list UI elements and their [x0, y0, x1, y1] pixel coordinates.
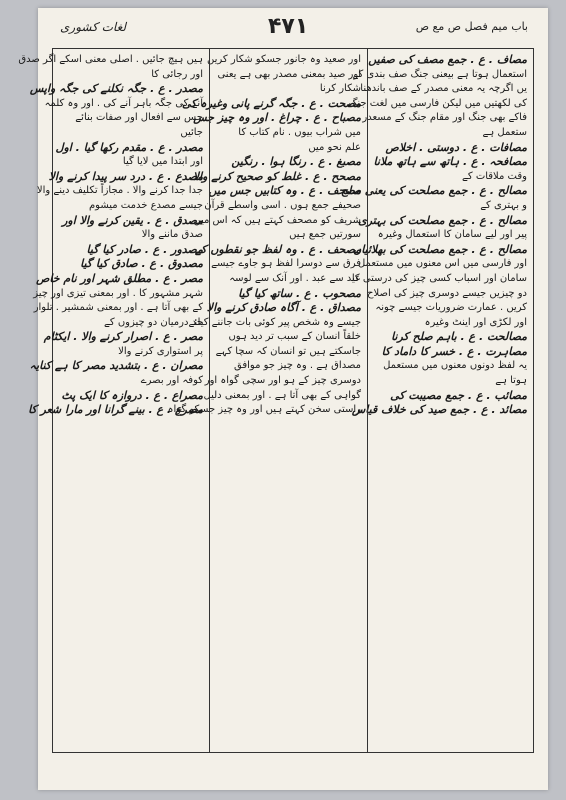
- text-line: فرق سے دوسرا لفظ ہو جاوے جیسے: [211, 258, 361, 270]
- text-line: جیسے وہ شخص پیر کوئی بات جاننے کیلئے: [188, 316, 361, 328]
- text-line: خلقاً انسان کے سبب تر دید ہوں: [228, 331, 361, 343]
- text-line: مصداق ہے . وہ چیز جو موافق: [234, 360, 361, 372]
- text-line: اور صعید وہ جانور جسکو شکار کریں: [206, 54, 361, 65]
- text-line: یں اگرچہ یہ معنی مصدر کے صف باندھنا: [360, 83, 527, 95]
- text-line: جیسے مصدع خدمت میشوم: [88, 199, 203, 211]
- text-line: جاسکتے ہیں تو انسان کہ سچا کہے: [215, 345, 361, 357]
- page-number: ۴۷۱: [268, 14, 309, 39]
- text-frame: [18, 48, 534, 753]
- text-line: مصالح . ع . جمع مصلحت کی بھلائیاں: [353, 242, 527, 256]
- text-line: ستعمل ہے: [482, 126, 527, 138]
- page-footer: [38, 758, 548, 788]
- text-line: دوسری چیز کے ہو اور سچی گواہ اور: [204, 375, 361, 387]
- text-line: عید سے عبد . اور آنک سے لوسہ: [229, 272, 361, 284]
- text-line: اور لکڑی اور اینٹ وغیرہ: [424, 316, 527, 328]
- text-line: سورتیں جمع ہیں: [289, 229, 361, 241]
- text-line: مصدوق . ع . صادق کیا گیا: [80, 257, 203, 271]
- text-line: میں شراب بیوں . نام کتاب کا: [238, 126, 361, 138]
- text-line: مصالح . ع . جمع مصلحت کی یعنی صلح: [340, 184, 527, 198]
- text-line: مصاف . ع . جمع مصف کی صفیں: [368, 53, 527, 66]
- text-line: مصدع . ع . درد سر پیدا کرنے والا: [48, 169, 203, 183]
- text-line: مصدور . ع . صادر کیا گیا: [86, 242, 203, 256]
- text-line: فاکے بھی جنگ اور مقام جنگ کے مسعدر: [362, 112, 527, 124]
- text-line: مصحف . ع . وہ کتابیں جس میں: [208, 184, 361, 198]
- text-line: مصحت . ع . جگہ گرنے پانی وغیرہ کی: [182, 96, 361, 110]
- text-line: مصحف . ع . وہ لفظ جو نقطوں کے: [194, 242, 361, 256]
- text-line: مصرع . ع . بینے گرانا اور مارا شعر کا: [28, 403, 203, 417]
- text-line: کریں . عمارت ضروریات جیسے چونہ: [375, 302, 527, 314]
- text-line: مصالحت . ع . باہم صلح کرنا: [391, 330, 527, 344]
- page-header: [38, 8, 548, 48]
- text-line: وقت ملاقات کے: [462, 170, 527, 182]
- text-line: ہوتا ہے: [495, 375, 527, 387]
- text-line: مصدر . ع . مقدم رکھا گیا . اول: [55, 140, 203, 154]
- text-line: جائیں: [180, 126, 203, 138]
- text-line: آنے کی جگہ باہر آنے کی . اور وہ کلمہ: [44, 97, 203, 109]
- text-line: مصر . ع . مطلق شہر اور نام خاص: [36, 271, 203, 285]
- text-line: پیر اور لیے سامان کا استعمال وغیرہ: [377, 229, 527, 241]
- text-line: کی لکھتیں میں لیکن فارسی میں لغت جنگ: [348, 97, 527, 109]
- text-line: مصافات . ع . دوستی . اخلاص: [385, 140, 527, 154]
- text-line: کوفہ اور بصرے: [140, 375, 203, 387]
- text-line: مصباح . ع . چراغ . اور وہ چیز جس: [193, 111, 361, 125]
- text-line: اور صید بمعنی مصدر بھی ہے یعنی: [217, 68, 361, 80]
- text-line: مصائب . ع . جمع مصیبت کی: [390, 388, 527, 402]
- text-line: راستی سخن کہتے ہیں اور وہ چیز جسکو گواہ: [167, 404, 361, 416]
- text-line: مصافحہ . ع . ہاتھ سے ہاتھ ملانا: [373, 155, 527, 169]
- running-title-left: لغات کشوری: [60, 20, 127, 34]
- text-line: مصالح . ع . جمع مصلحت کی بہتری: [358, 213, 527, 227]
- text-line: شہر مشہور کا . اور بمعنی تیزی اور چیز: [33, 287, 203, 299]
- text-line: مصراع . ع . دروازہ کا ایک پٹ: [61, 388, 203, 402]
- text-line: اور ابتدا میں لایا گیا: [122, 156, 203, 168]
- text-line: یہ لفظ دونوں معنوں میں مستعمل: [383, 360, 527, 372]
- text-line: حد درمیان دو چیزوں کے: [104, 316, 203, 328]
- text-line: اور رجائی کا: [151, 68, 203, 80]
- text-line: مصدر . ع . جگہ نکلنے کی جگہ واپس: [29, 82, 203, 96]
- text-line: مصحوب . ع . ساتھ کیا گیا: [238, 286, 361, 300]
- column-left: [18, 49, 210, 752]
- text-line: علم نحو میں: [308, 141, 361, 153]
- text-line: مصحح . ع . غلط کو صحیح کرنے والا: [192, 169, 361, 183]
- text-line: گواہی کے بھی آتا ہے . اور بمعنی دلیل: [203, 389, 361, 401]
- text-line: مصائد . ع . جمع صید کی خلاف قیاس: [351, 403, 527, 417]
- text-line: مصاہرت . ع . خسر کا داماد کا: [381, 344, 527, 358]
- text-line: و بہتری کے: [480, 199, 527, 211]
- text-line: شریف کو مصحف کہتے ہیں کہ اس میں: [193, 214, 361, 226]
- text-line: کے بھی آتا ہے . اور بمعنی شمشیر . تلوار: [33, 302, 203, 314]
- text-line: شکار کرنا: [319, 83, 361, 95]
- text-line: پر استواری کرنے والا: [118, 345, 203, 357]
- text-line: اور فارسی میں اس معنوں میں مستعمل: [357, 258, 527, 270]
- text-line: استعمال ہوتا ہے بیعنی جنگ صف بندی کے: [352, 68, 527, 80]
- text-line: ہیں ہیچ جائیں . اصلی معنی اسکے اگر صدق: [18, 54, 203, 65]
- text-line: مصر . ع . اصرار کرنے والا . ایکٹام: [43, 330, 203, 344]
- running-title-right: باب میم فصل ص مع ص: [415, 20, 528, 33]
- text-line: جس سے افعال اور صفات بنائے: [75, 112, 203, 124]
- text-line: جدا جدا کرنے والا . مجازاً تکلیف دینے والا: [36, 185, 203, 197]
- text-line: صدق ماننے والا: [141, 229, 203, 241]
- text-line: مصران . ع . بتشدید مصر کا ہے کنایہ: [29, 359, 203, 373]
- text-line: سامان اور اسباب کسی چیز کی درستی کا: [351, 272, 527, 284]
- text-line: صحیفے جمع ہوں . اسی واسطے قرآن: [204, 199, 361, 211]
- text-line: مصداق . ع . آگاہ صادق کرنے والا: [206, 301, 361, 315]
- text-line: مصدق . ع . یقین کرنے والا اور: [62, 213, 203, 227]
- text-line: دو چیزیں جیسے دوسری چیز کی اصلاح: [367, 287, 527, 299]
- book-page: [18, 8, 548, 790]
- text-line: مصبغ . ع . رنگا ہوا . رنگین: [231, 155, 361, 169]
